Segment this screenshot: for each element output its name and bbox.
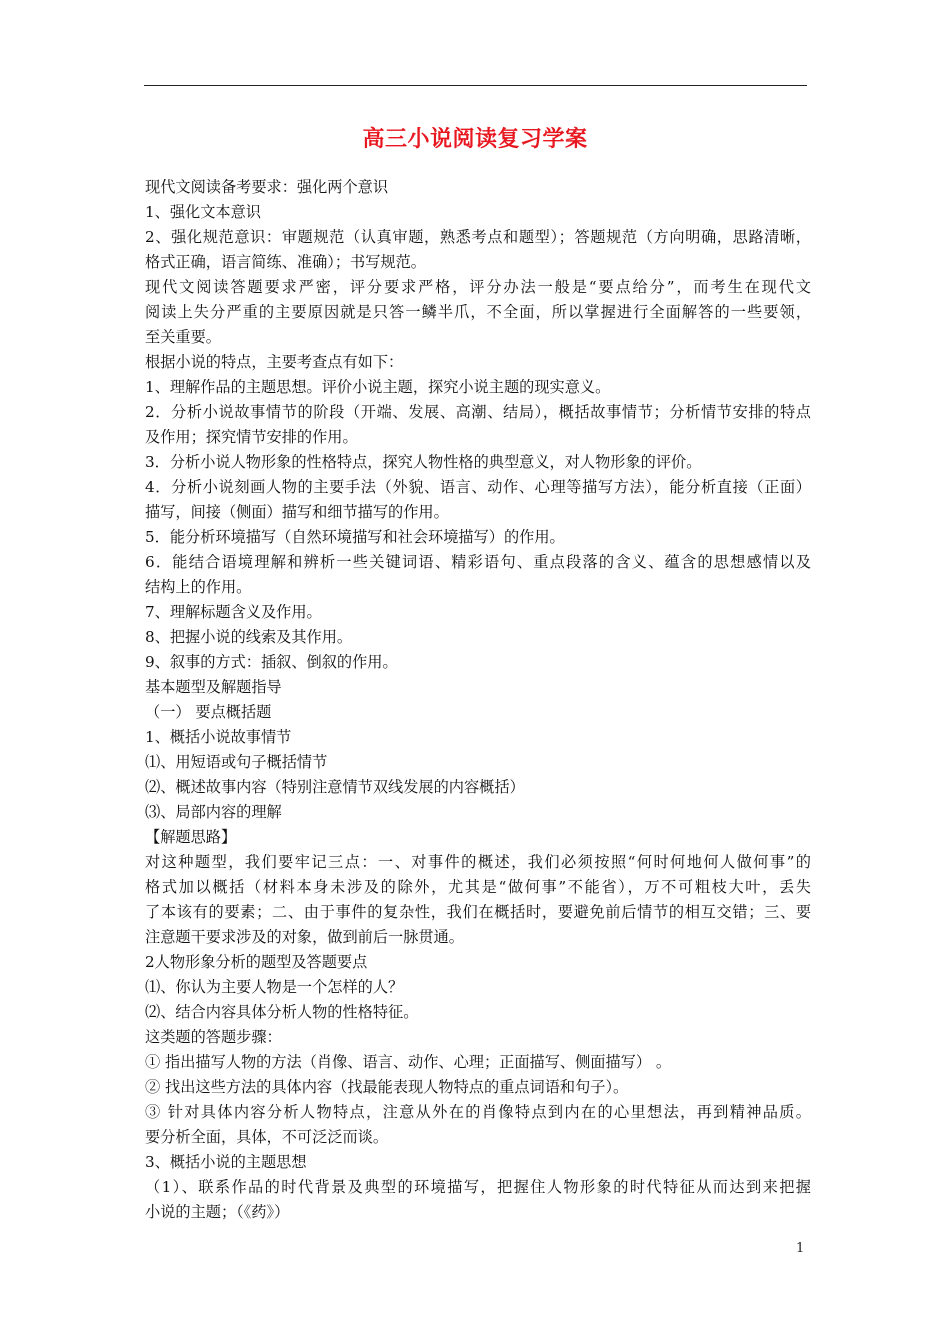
text-line: （1）、联系作品的时代背景及典型的环境描写，把握住人物形象的时代特征从而达到来把握 xyxy=(145,1178,811,1196)
text-line: 现代文阅读备考要求：强化两个意识 xyxy=(145,178,388,196)
text-line: 格式正确，语言简练、准确）；书写规范。 xyxy=(145,253,426,271)
text-line: ⑴、你认为主要人物是一个怎样的人？ xyxy=(145,978,404,996)
text-line: ⑵、结合内容具体分析人物的性格特征。 xyxy=(145,1003,419,1021)
text-line: ⑵、概述故事内容（特别注意情节双线发展的内容概括） xyxy=(145,778,525,796)
text-line: 注意题干要求涉及的对象，做到前后一脉贯通。 xyxy=(145,928,464,946)
text-line: ⑶、局部内容的理解 xyxy=(145,803,282,821)
text-line: 根据小说的特点，主要考查点有如下： xyxy=(145,353,404,371)
text-line: 要分析全面，具体，不可泛泛而谈。 xyxy=(145,1128,388,1146)
text-line: 5．能分析环境描写（自然环境描写和社会环境描写）的作用。 xyxy=(145,528,565,546)
document-title: 高三小说阅读复习学案 xyxy=(362,127,588,152)
text-line: 1、强化文本意识 xyxy=(145,203,261,221)
text-line: 7、理解标题含义及作用。 xyxy=(145,603,322,621)
text-line: 9、叙事的方式：插叙、倒叙的作用。 xyxy=(145,653,398,671)
text-line: ② 找出这些方法的具体内容（找最能表现人物特点的重点词语和句子）。 xyxy=(145,1078,629,1096)
text-line: ⑴、用短语或句子概括情节 xyxy=(145,753,328,771)
text-line: 格式加以概括（材料本身未涉及的除外，尤其是“做何事”不能省），万不可粗枝大叶，丢失 xyxy=(145,878,811,896)
text-line: 至关重要。 xyxy=(145,328,221,346)
text-line: 基本题型及解题指导 xyxy=(145,678,282,696)
text-line: 4．分析小说刻画人物的主要手法（外貌、语言、动作、心理等描写方法），能分析直接（正面） xyxy=(145,478,811,496)
text-line: 8、把握小说的线索及其作用。 xyxy=(145,628,353,646)
text-line: ③ 针对具体内容分析人物特点，注意从外在的肖像特点到内在的心里想法，再到精神品质。 xyxy=(145,1103,811,1121)
text-line: 1、概括小说故事情节 xyxy=(145,728,292,746)
text-line: 描写，间接（侧面）描写和细节描写的作用。 xyxy=(145,503,449,521)
text-line: 【解题思路】 xyxy=(145,828,237,846)
page-number: 1 xyxy=(796,1241,805,1256)
text-line: 3．分析小说人物形象的性格特点，探究人物性格的典型意义，对人物形象的评价。 xyxy=(145,453,702,471)
text-line: （一） 要点概括题 xyxy=(145,703,272,721)
document-body xyxy=(145,175,811,1225)
text-line: 现代文阅读答题要求严密，评分要求严格，评分办法一般是“要点给分”，而考生在现代文 xyxy=(145,278,811,296)
text-line: ① 指出描写人物的方法（肖像、语言、动作、心理；正面描写、侧面描写） 。 xyxy=(145,1053,672,1071)
text-line: 1、理解作品的主题思想。评价小说主题，探究小说主题的现实意义。 xyxy=(145,378,611,396)
text-line: 6．能结合语境理解和辨析一些关键词语、精彩语句、重点段落的含义、蕴含的思想感情以及 xyxy=(145,553,811,571)
header-rule xyxy=(144,85,807,86)
text-line: 这类题的答题步骤： xyxy=(145,1028,282,1046)
text-line: 2．分析小说故事情节的阶段（开端、发展、高潮、结局），概括故事情节；分析情节安排的特点 xyxy=(145,403,811,421)
text-line: 3、概括小说的主题思想 xyxy=(145,1153,307,1171)
text-line: 小说的主题；（《药》） xyxy=(145,1203,290,1221)
text-line: 结构上的作用。 xyxy=(145,578,252,596)
text-line: 2、强化规范意识：审题规范（认真审题，熟悉考点和题型）；答题规范（方向明确，思路清晰， xyxy=(145,228,811,246)
text-line: 了本该有的要素；二、由于事件的复杂性，我们在概括时，要避免前后情节的相互交错；三、要 xyxy=(145,903,811,921)
text-line: 阅读上失分严重的主要原因就是只答一鳞半爪，不全面，所以掌握进行全面解答的一些要领， xyxy=(145,303,811,321)
text-line: 2人物形象分析的题型及答题要点 xyxy=(145,953,368,971)
text-line: 对这种题型，我们要牢记三点：一、对事件的概述，我们必须按照“何时何地何人做何事”的 xyxy=(145,853,811,871)
text-line: 及作用；探究情节安排的作用。 xyxy=(145,428,358,446)
